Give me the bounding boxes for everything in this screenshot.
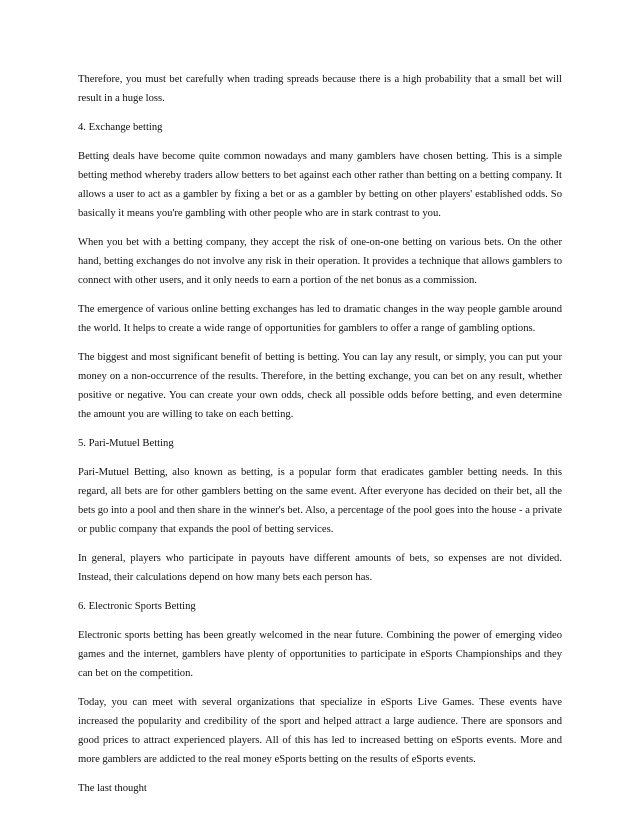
- heading-pari-mutuel: 5. Pari-Mutuel Betting: [78, 438, 174, 449]
- paragraph-pari-mutuel-payouts: In general, players who participate in payouts have different amounts of bets, so expenses are not divided. Instead, their calculations depend on how many bets each person has.: [78, 553, 562, 583]
- heading-last-thought: The last thought: [78, 783, 147, 794]
- paragraph-pari-mutuel-intro: Pari-Mutuel Betting, also known as betting, is a popular form that eradicates gambler betting needs. In this regard, all bets are for other gamblers betting on the same event. After everyone has decided on their bet, all the bets go into a pool and then share in the winner's bet. Also, a percentage of the pool goes into the house - a private or public company that expands the pool of betting services.: [78, 467, 562, 535]
- heading-exchange-betting: 4. Exchange betting: [78, 122, 163, 133]
- paragraph-exchange-emergence: The emergence of various online betting exchanges has led to dramatic changes in the way people gamble around the world. It helps to create a wide range of opportunities for gamblers to offer a range of gambling options.: [78, 304, 562, 334]
- document-page: [78, 70, 562, 806]
- paragraph-exchange-intro: Betting deals have become quite common nowadays and many gamblers have chosen betting. This is a simple betting method whereby traders allow betters to bet against each other rather than betting on a betting company. It allows a user to act as a gambler by fixing a bet or as a gambler by betting on other players' established odds. So basically it means you're gambling with other people who are in stark contrast to you.: [78, 151, 562, 219]
- heading-esports-betting: 6. Electronic Sports Betting: [78, 601, 196, 612]
- paragraph-exchange-benefit: The biggest and most significant benefit of betting is betting. You can lay any result, or simply, you can put your money on a non-occurrence of the results. Therefore, in the betting exchange, you can bet on any result, whether positive or negative. You can create your own odds, check all possible odds before betting, and even determine the amount you are willing to take on each betting.: [78, 352, 562, 420]
- paragraph-exchange-risk: When you bet with a betting company, they accept the risk of one-on-one betting on various bets. On the other hand, betting exchanges do not involve any risk in their operation. It provides a technique that allows gamblers to connect with other users, and it only needs to earn a portion of the net bonus as a commission.: [78, 237, 562, 286]
- paragraph-spread-betting-conclusion: Therefore, you must bet carefully when trading spreads because there is a high probability that a small bet will result in a huge loss.: [78, 74, 562, 104]
- paragraph-esports-intro: Electronic sports betting has been greatly welcomed in the near future. Combining the power of emerging video games and the internet, gamblers have plenty of opportunities to participate in eSports Championships and they can bet on the competition.: [78, 630, 562, 679]
- paragraph-esports-organizations: Today, you can meet with several organizations that specialize in eSports Live Games. These events have increased the popularity and credibility of the sport and helped attract a large audience. There are sponsors and good prices to attract experienced players. All of this has led to increased betting on eSports events. More and more gamblers are addicted to the real money eSports betting on the results of eSports events.: [78, 697, 562, 765]
